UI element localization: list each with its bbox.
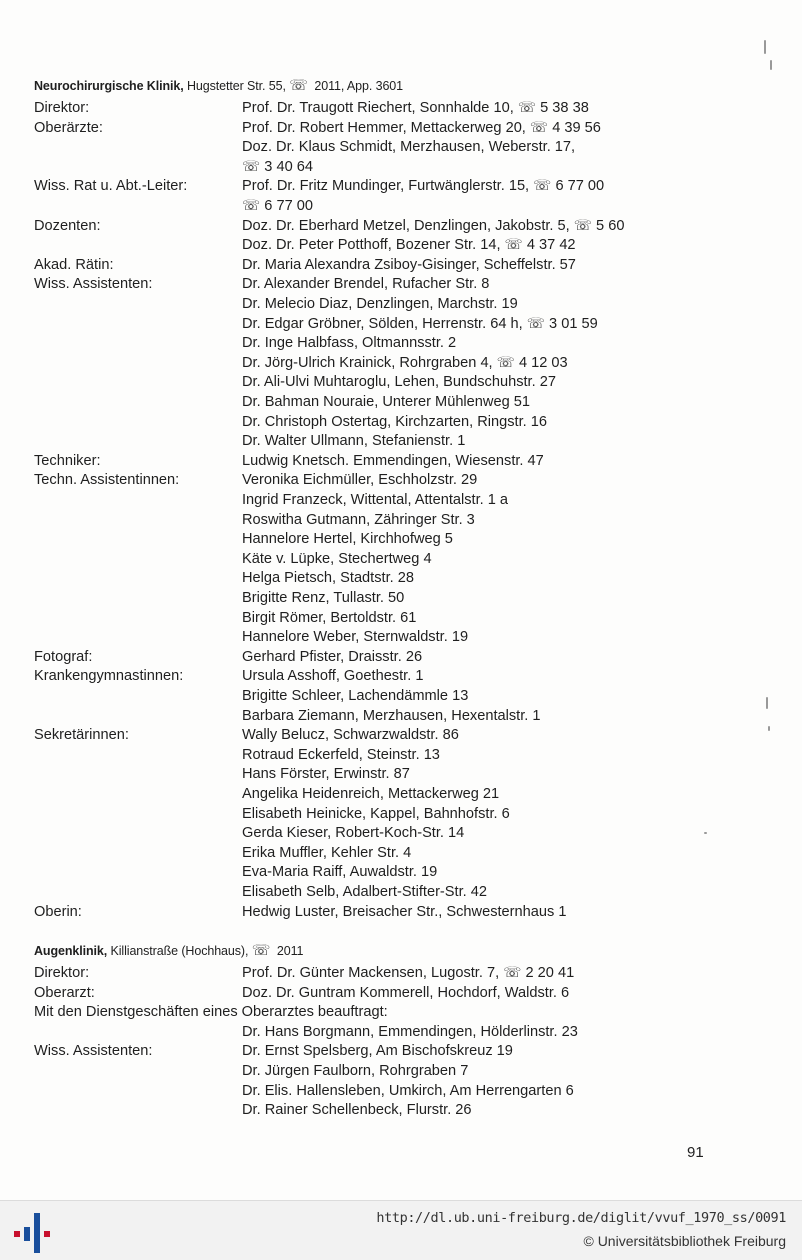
directory-row: [0, 294, 802, 314]
person-entry: Dr. Rainer Schellenbeck, Flurstr. 26: [242, 1102, 472, 1118]
directory-row: [0, 510, 802, 530]
directory-row: [0, 764, 802, 784]
directory-row: [0, 1100, 802, 1120]
person-entry: Prof. Dr. Fritz Mundinger, Furtwänglerstr. 15, ☏ 6 77 00: [242, 178, 605, 194]
directory-row: [0, 627, 802, 647]
directory-row: [0, 98, 802, 118]
directory-row: [0, 784, 802, 804]
directory-row: [0, 412, 802, 432]
person-entry: Elisabeth Selb, Adalbert-Stifter-Str. 42: [242, 884, 487, 900]
role-label: Fotograf:: [34, 649, 93, 665]
directory-row: [0, 1002, 802, 1022]
role-label: Wiss. Assistenten:: [34, 276, 153, 292]
role-label: Oberarzt:: [34, 985, 95, 1001]
directory-row: [0, 666, 802, 686]
section-header-augenklinik: [34, 941, 303, 959]
person-entry: Dr. Alexander Brendel, Rufacher Str. 8: [242, 276, 490, 292]
person-entry: ☏ 6 77 00: [242, 198, 313, 214]
clinic-name: Neurochirurgische Klinik,: [34, 79, 184, 93]
section-header-neurochirurgie: [34, 76, 403, 94]
directory-row: [0, 392, 802, 412]
clinic-address: Hugstetter Str. 55,: [187, 79, 286, 93]
directory-row: [0, 549, 802, 569]
directory-row: [0, 843, 802, 863]
clinic-address: Killianstraße (Hochhaus),: [110, 944, 249, 958]
directory-row: [0, 431, 802, 451]
person-entry: Ursula Asshoff, Goethestr. 1: [242, 668, 424, 684]
directory-row: [0, 686, 802, 706]
page-number: 91: [687, 1144, 704, 1161]
role-label: Oberärzte:: [34, 120, 103, 136]
person-entry: Gerda Kieser, Robert-Koch-Str. 14: [242, 825, 465, 841]
directory-row: [0, 235, 802, 255]
person-entry: Hannelore Weber, Sternwaldstr. 19: [242, 629, 469, 645]
directory-row: [0, 902, 802, 922]
directory-row: [0, 470, 802, 490]
person-entry: Dr. Inge Halbfass, Oltmannsstr. 2: [242, 335, 457, 351]
person-entry: Roswitha Gutmann, Zähringer Str. 3: [242, 512, 475, 528]
person-entry: Gerhard Pfister, Draisstr. 26: [242, 649, 423, 665]
person-entry: Brigitte Schleer, Lachendämmle 13: [242, 688, 469, 704]
directory-row: [0, 882, 802, 902]
person-entry: Doz. Dr. Peter Potthoff, Bozener Str. 14, ☏ 4 37 42: [242, 237, 576, 253]
directory-row: [0, 137, 802, 157]
directory-row: [0, 1081, 802, 1101]
directory-row: [0, 196, 802, 216]
role-label: Direktor:: [34, 100, 90, 116]
scan-mark: [768, 726, 770, 731]
person-entry: Doz. Dr. Klaus Schmidt, Merzhausen, Weberstr. 17,: [242, 139, 576, 155]
person-entry: ☏ 3 40 64: [242, 159, 313, 175]
directory-row: [0, 274, 802, 294]
directory-row: [0, 608, 802, 628]
copyright-notice: © Universitätsbibliothek Freiburg: [583, 1233, 786, 1249]
person-entry: Dr. Hans Borgmann, Emmendingen, Hölderlinstr. 23: [242, 1024, 578, 1040]
role-label: Techn. Assistentinnen:: [34, 472, 180, 488]
directory-row: [0, 255, 802, 275]
directory-row: [0, 353, 802, 373]
role-label: Wiss. Rat u. Abt.-Leiter:: [34, 178, 188, 194]
directory-row: [0, 314, 802, 334]
directory-row: [0, 157, 802, 177]
person-entry: Hans Förster, Erwinstr. 87: [242, 766, 410, 782]
person-entry: Dr. Bahman Nouraie, Unterer Mühlenweg 51: [242, 394, 530, 410]
person-entry: Elisabeth Heinicke, Kappel, Bahnhofstr. 6: [242, 806, 510, 822]
person-entry: Prof. Dr. Günter Mackensen, Lugostr. 7, ☏ 2 20 41: [242, 965, 575, 981]
scan-mark: [766, 697, 768, 709]
role-label: Akad. Rätin:: [34, 257, 114, 273]
person-entry: Hannelore Hertel, Kirchhofweg 5: [242, 531, 453, 547]
role-label: Direktor:: [34, 965, 90, 981]
directory-row: [0, 1061, 802, 1081]
person-entry: Doz. Dr. Eberhard Metzel, Denzlingen, Jakobstr. 5, ☏ 5 60: [242, 218, 625, 234]
directory-row: [0, 333, 802, 353]
directory-row: [0, 983, 802, 1003]
person-entry: Käte v. Lüpke, Stechertweg 4: [242, 551, 432, 567]
document-url-link[interactable]: http://dl.ub.uni-freiburg.de/diglit/vvuf_1970_ss/0091: [376, 1210, 786, 1226]
person-entry: Birgit Römer, Bertoldstr. 61: [242, 610, 417, 626]
person-entry: Doz. Dr. Guntram Kommerell, Hochdorf, Waldstr. 6: [242, 985, 570, 1001]
person-entry: Brigitte Renz, Tullastr. 50: [242, 590, 405, 606]
person-entry: Wally Belucz, Schwarzwaldstr. 86: [242, 727, 459, 743]
person-entry: Dr. Maria Alexandra Zsiboy-Gisinger, Scheffelstr. 57: [242, 257, 576, 273]
person-entry: Dr. Ernst Spelsberg, Am Bischofskreuz 19: [242, 1043, 513, 1059]
row-note: Mit den Dienstgeschäften eines Oberarztes beauftragt:: [34, 1004, 388, 1020]
person-entry: Barbara Ziemann, Merzhausen, Hexentalstr. 1: [242, 708, 541, 724]
directory-row: [0, 745, 802, 765]
directory-row: [0, 963, 802, 983]
person-entry: Prof. Dr. Robert Hemmer, Mettackerweg 20, ☏ 4 39 56: [242, 120, 601, 136]
directory-row: [0, 118, 802, 138]
directory-row: [0, 725, 802, 745]
scan-mark: [764, 40, 766, 54]
directory-row: [0, 372, 802, 392]
person-entry: Eva-Maria Raiff, Auwaldstr. 19: [242, 864, 438, 880]
person-entry: Dr. Jürgen Faulborn, Rohrgraben 7: [242, 1063, 469, 1079]
footer-bar: [0, 1200, 802, 1260]
person-entry: Erika Muffler, Kehler Str. 4: [242, 845, 412, 861]
telephone-icon: ☏: [251, 942, 271, 959]
role-label: Dozenten:: [34, 218, 101, 234]
directory-row: [0, 216, 802, 236]
clinic-phone: 2011, App. 3601: [314, 79, 404, 93]
person-entry: Dr. Elis. Hallensleben, Umkirch, Am Herrengarten 6: [242, 1083, 574, 1099]
telephone-icon: ☏: [289, 77, 308, 94]
directory-row: [0, 176, 802, 196]
person-entry: Dr. Edgar Gröbner, Sölden, Herrenstr. 64 h, ☏ 3 01 59: [242, 316, 598, 332]
ub-freiburg-logo-icon: [12, 1213, 52, 1253]
person-entry: Rotraud Eckerfeld, Steinstr. 13: [242, 747, 440, 763]
person-entry: Ludwig Knetsch. Emmendingen, Wiesenstr. 47: [242, 453, 544, 469]
role-label: Krankengymnastinnen:: [34, 668, 184, 684]
role-label: Techniker:: [34, 453, 101, 469]
person-entry: Veronika Eichmüller, Eschholzstr. 29: [242, 472, 478, 488]
directory-row: [0, 1041, 802, 1061]
person-entry: Dr. Jörg-Ulrich Krainick, Rohrgraben 4, ☏ 4 12 03: [242, 355, 568, 371]
scan-mark: [770, 60, 772, 70]
clinic-phone: 2011: [276, 944, 304, 958]
directory-row: [0, 490, 802, 510]
person-entry: Prof. Dr. Traugott Riechert, Sonnhalde 10, ☏ 5 38 38: [242, 100, 589, 116]
directory-row: [0, 804, 802, 824]
person-entry: Dr. Christoph Ostertag, Kirchzarten, Ringstr. 16: [242, 414, 547, 430]
role-label: Sekretärinnen:: [34, 727, 129, 743]
person-entry: Hedwig Luster, Breisacher Str., Schwesternhaus 1: [242, 904, 567, 920]
person-entry: Dr. Walter Ullmann, Stefanienstr. 1: [242, 433, 466, 449]
person-entry: Dr. Melecio Diaz, Denzlingen, Marchstr. 19: [242, 296, 518, 312]
directory-row: [0, 588, 802, 608]
directory-row: [0, 451, 802, 471]
directory-row: [0, 862, 802, 882]
directory-row: [0, 568, 802, 588]
person-entry: Angelika Heidenreich, Mettackerweg 21: [242, 786, 500, 802]
person-entry: Dr. Ali-Ulvi Muhtaroglu, Lehen, Bundschuhstr. 27: [242, 374, 556, 390]
clinic-name: Augenklinik,: [34, 944, 108, 958]
person-entry: Helga Pietsch, Stadtstr. 28: [242, 570, 414, 586]
directory-row: [0, 647, 802, 667]
role-label: Oberin:: [34, 904, 82, 920]
directory-row: [0, 1022, 802, 1042]
scan-mark: [704, 832, 707, 834]
role-label: Wiss. Assistenten:: [34, 1043, 153, 1059]
directory-row: [0, 706, 802, 726]
person-entry: Ingrid Franzeck, Wittental, Attentalstr. 1 a: [242, 492, 509, 508]
directory-row: [0, 529, 802, 549]
directory-row: [0, 823, 802, 843]
